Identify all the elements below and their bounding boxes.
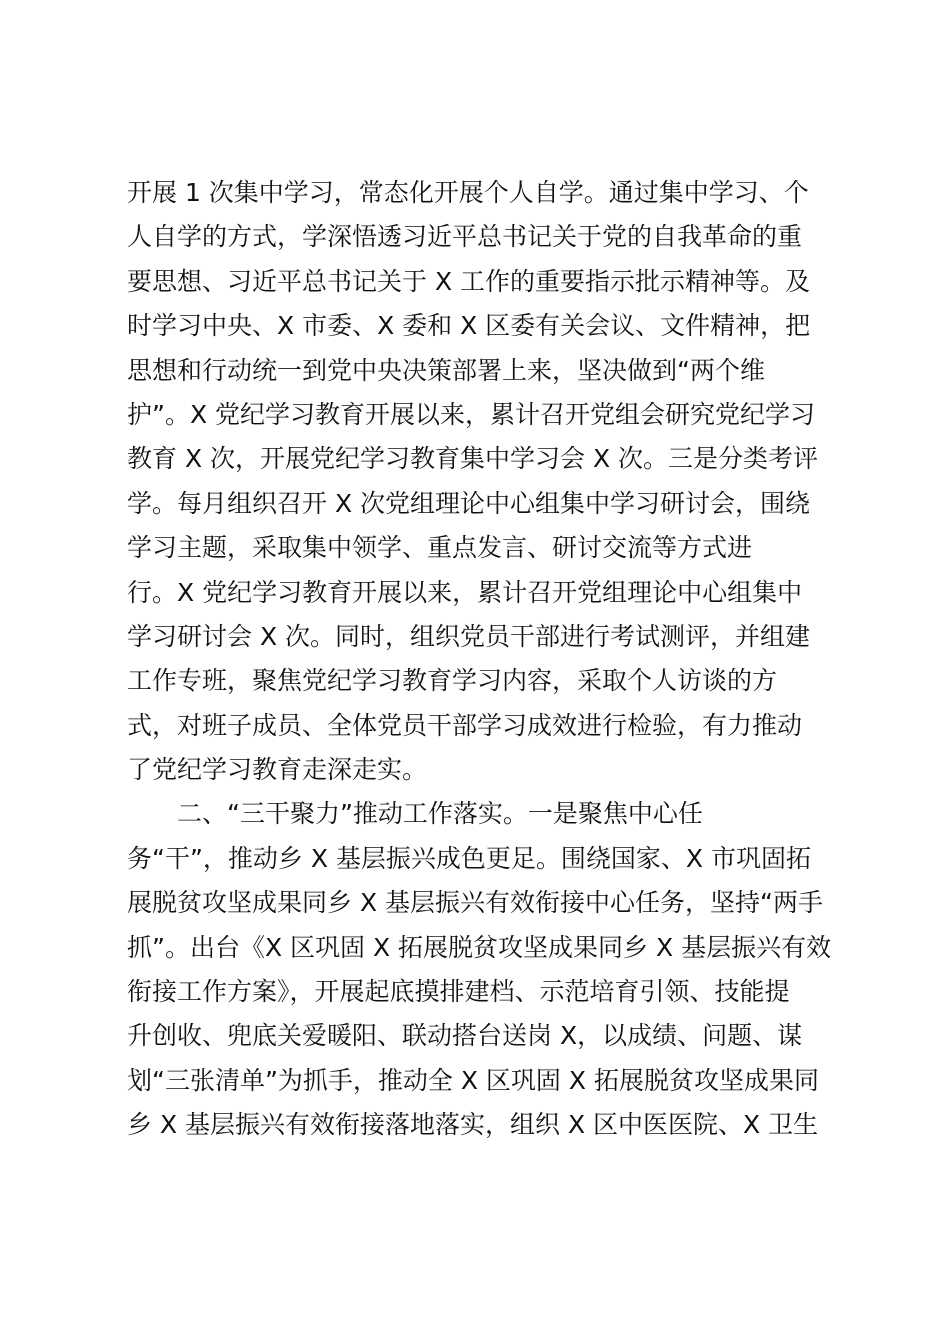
text-line: 升创收、兜底关爱暖阳、联动搭台送岗 X，以成绩、问题、谋 bbox=[127, 1021, 803, 1051]
text-line: 教育 X 次，开展党纪学习教育集中学习会 X 次。三是分类考评 bbox=[127, 444, 819, 474]
document-body bbox=[127, 171, 847, 1148]
text-line: 开展 1 次集中学习，常态化开展个人自学。通过集中学习、个 bbox=[127, 178, 809, 207]
text-line: 乡 X 基层振兴有效衔接落地落实，组织 X 区中医医院、X 卫生 bbox=[127, 1110, 819, 1140]
text-line: 思想和行动统一到党中央决策部署上来，坚决做到“两个维 bbox=[127, 355, 765, 385]
text-line: 务“干”，推动乡 X 基层振兴成色更足。围绕国家、X 市巩固拓 bbox=[127, 843, 811, 873]
text-line: 学。每月组织召开 X 次党组理论中心组集中学习研讨会，围绕 bbox=[127, 488, 811, 518]
text-line: 学习主题，采取集中领学、重点发言、研讨交流等方式进 bbox=[127, 533, 753, 563]
text-line: 护”。X 党纪学习教育开展以来，累计召开党组会研究党纪学习 bbox=[127, 399, 816, 429]
text-line: 展脱贫攻坚成果同乡 X 基层振兴有效衔接中心任务，坚持“两手 bbox=[127, 888, 823, 918]
text-line: 要思想、习近平总书记关于 X 工作的重要指示批示精神等。及 bbox=[127, 266, 811, 296]
text-line: 划“三张清单”为抓手，推动全 X 区巩固 X 拓展脱贫攻坚成果同 bbox=[127, 1065, 819, 1095]
text-line: 式，对班子成员、全体党员干部学习成效进行检验，有力推动 bbox=[127, 710, 803, 740]
text-line: 抓”。出台《X 区巩固 X 拓展脱贫攻坚成果同乡 X 基层振兴有效 bbox=[127, 932, 832, 962]
text-line: 衔接工作方案》，开展起底摸排建档、示范培育引领、技能提 bbox=[127, 977, 790, 1007]
text-line: 工作专班，聚焦党纪学习教育学习内容，采取个人访谈的方 bbox=[127, 666, 778, 696]
text-line: 行。X 党纪学习教育开展以来，累计召开党组理论中心组集中 bbox=[127, 577, 803, 607]
text-line: 了党纪学习教育走深走实。 bbox=[127, 755, 428, 785]
text-line: 人自学的方式，学深悟透习近平总书记关于党的自我革命的重 bbox=[127, 222, 803, 252]
text-line: 学习研讨会 X 次。同时，组织党员干部进行考试测评，并组建 bbox=[127, 621, 811, 651]
text-line: 时学习中央、X 市委、X 委和 X 区委有关会议、文件精神，把 bbox=[127, 311, 811, 341]
section-heading-line: 二、“三干聚力”推动工作落实。一是聚焦中心任 bbox=[177, 799, 703, 829]
